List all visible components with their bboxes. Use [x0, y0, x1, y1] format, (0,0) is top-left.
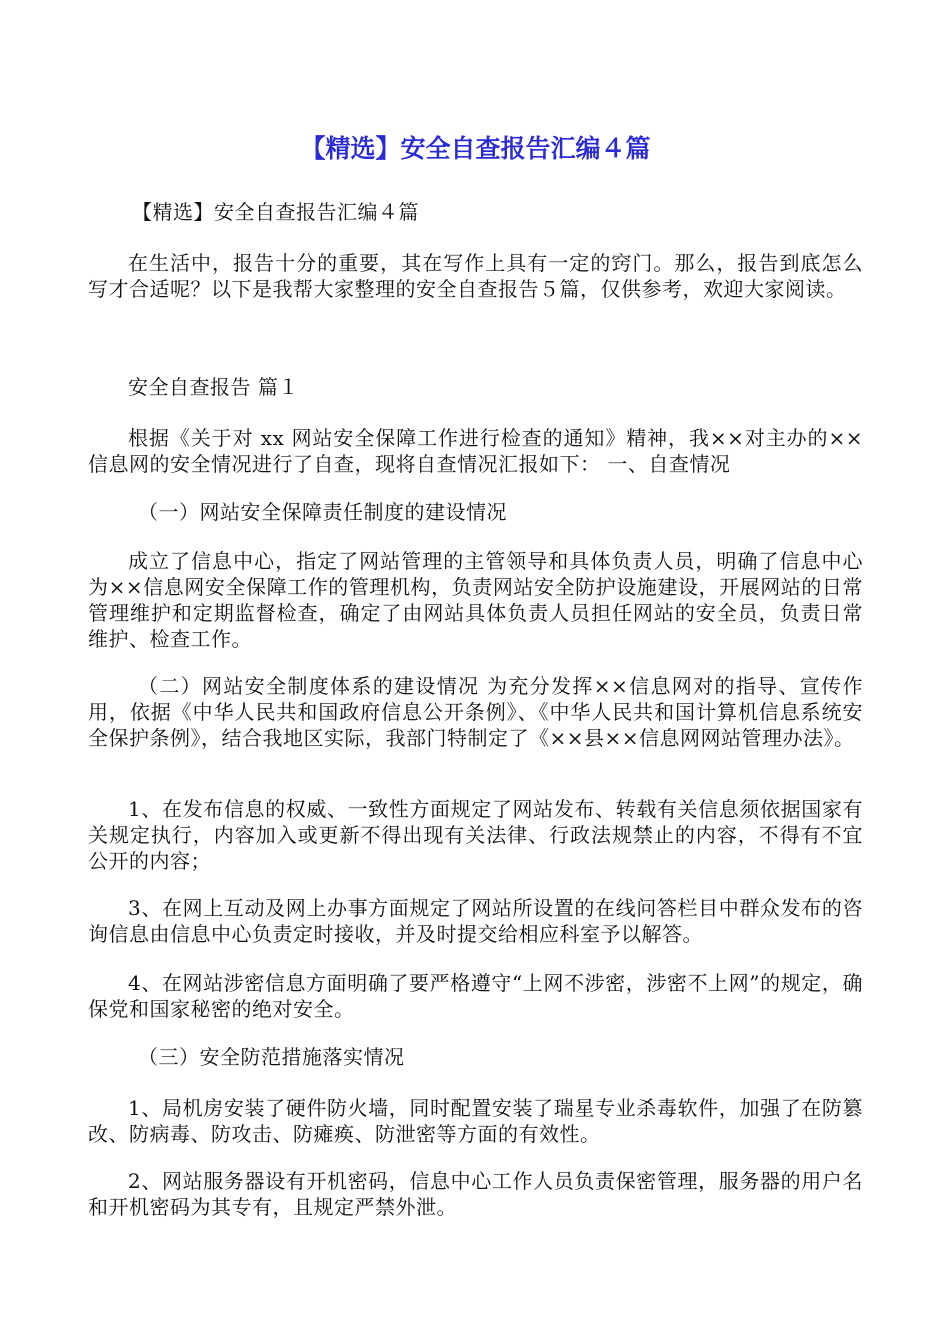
- body-paragraph: （二）网站安全制度体系的建设情况 为充分发挥××信息网对的指导、宣传作用，依据《中华人民共和国政府信息公开条例》、《中华人民共和国计算机信息系统安全保护条例》，结合我地区实际，我部门特制定了《××县××信息网网站管理办法》。: [88, 674, 863, 750]
- body-paragraph: 根据《关于对 xx 网站安全保障工作进行检查的通知》精神，我××对主办的××信息网的安全情况进行了自查，现将自查情况汇报如下： 一、自查情况: [88, 426, 863, 476]
- body-paragraph: 4、在网站涉密信息方面明确了要严格遵守“上网不涉密，涉密不上网”的规定，确保党和国家秘密的绝对安全。: [88, 971, 863, 1021]
- document-title: 【精选】安全自查报告汇编４篇: [300, 134, 651, 163]
- body-paragraph: 1、局机房安装了硬件防火墙，同时配置安装了瑞星专业杀毒软件，加强了在防篡改、防病毒、防攻击、防瘫痪、防泄密等方面的有效性。: [88, 1096, 863, 1146]
- intro-paragraph: 在生活中，报告十分的重要，其在写作上具有一定的窍门。那么，报告到底怎么写才合适呢？以下是我帮大家整理的安全自查报告５篇，仅供参考，欢迎大家阅读。: [88, 251, 863, 301]
- body-paragraph: 1、在发布信息的权威、一致性方面规定了网站发布、转载有关信息须依据国家有关规定执行，内容加入或更新不得出现有关法律、行政法规禁止的内容，不得有不宜公开的内容；: [88, 797, 863, 873]
- section-heading-1: 安全自查报告 篇１: [128, 375, 299, 399]
- body-paragraph: 成立了信息中心，指定了网站管理的主管领导和具体负责人员，明确了信息中心为××信息网安全保障工作的管理机构，负责网站安全防护设施建设，开展网站的日常管理维护和定期监督检查，确定了由网站具体负责人员担任网站的安全员，负责日常维护、检查工作。: [88, 549, 863, 651]
- body-paragraph: 3、在网上互动及网上办事方面规定了网站所设置的在线问答栏目中群众发布的咨询信息由信息中心负责定时接收，并及时提交给相应科室予以解答。: [88, 896, 863, 946]
- document-page: [88, 0, 863, 1344]
- subtitle-paragraph: 【精选】安全自查报告汇编４篇: [132, 200, 419, 224]
- subsection-heading-3: （三）安全防范措施落实情况: [138, 1045, 405, 1069]
- body-paragraph: 2、网站服务器设有开机密码，信息中心工作人员负责保密管理，服务器的用户名和开机密码为其专有，且规定严禁外泄。: [88, 1169, 863, 1219]
- subsection-heading-1: （一）网站安全保障责任制度的建设情况: [138, 500, 507, 524]
